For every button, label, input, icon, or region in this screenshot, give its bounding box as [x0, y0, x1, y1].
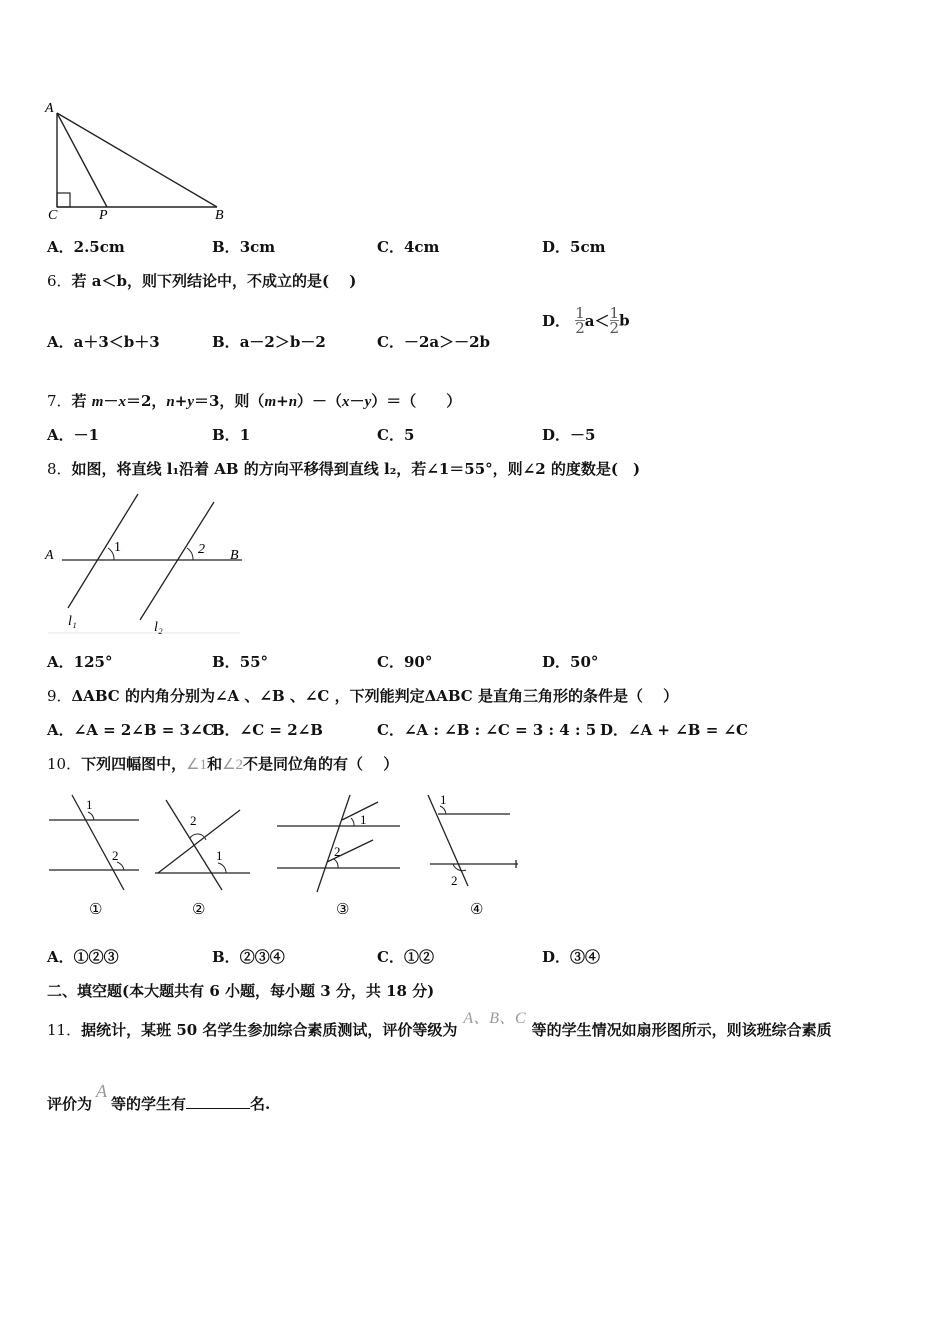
- option-text: a＋3＜b＋3: [73, 333, 160, 351]
- option-letter: B．: [212, 948, 240, 966]
- q10-figure-2: [150, 790, 260, 920]
- text: －: [349, 392, 365, 410]
- line-l2-label: l₂: [154, 620, 163, 635]
- line-l1-label: l₁: [68, 614, 77, 629]
- option-text: ②③④: [239, 948, 285, 966]
- fraction-half: [610, 306, 620, 335]
- option-letter: B．: [212, 653, 240, 671]
- text: ）＝（ ）: [371, 392, 462, 410]
- q7-option-a[interactable]: [47, 424, 99, 445]
- fraction-numerator: 1: [609, 304, 620, 322]
- question-text: 评价为: [47, 1095, 93, 1113]
- q7-stem: [47, 390, 461, 411]
- angle-1: ∠1: [186, 757, 208, 773]
- angle-2-label: 2: [190, 813, 197, 828]
- section-2-heading: 二、填空题(本大题共有 6 小题，每小题 3 分，共 18 分): [47, 982, 435, 1000]
- q5-option-d[interactable]: [542, 236, 605, 257]
- q10-figure-1: [44, 790, 144, 920]
- label-b: B: [215, 208, 224, 223]
- option-letter: A．: [47, 948, 74, 966]
- q9-option-d[interactable]: [600, 719, 748, 740]
- option-text: 5: [403, 426, 415, 444]
- grade-a: A: [96, 1081, 108, 1101]
- option-text: 50°: [570, 653, 599, 671]
- label-a: A: [45, 101, 54, 116]
- option-letter: D．: [542, 426, 571, 444]
- q9-option-b[interactable]: [212, 719, 323, 740]
- option-text: 5cm: [570, 238, 606, 256]
- option-text: B．∠C = 2∠B: [212, 721, 323, 739]
- q5-option-c[interactable]: [377, 236, 439, 257]
- option-letter: A．: [47, 333, 74, 351]
- var-m: m: [91, 394, 104, 410]
- q8-stem: [47, 458, 640, 479]
- angle-2-label: 2: [112, 848, 119, 863]
- question-text: ΔABC 的内角分别为∠A 、∠B 、∠C ，下列能判定ΔABC 是直角三角形的条件是（ ）: [71, 687, 679, 705]
- text: ＝3，则（: [194, 392, 265, 410]
- option-letter: A．: [47, 426, 74, 444]
- option-letter: C．: [377, 948, 404, 966]
- q10-stem: [47, 753, 398, 774]
- option-letter: D．: [542, 238, 571, 256]
- option-text: ③④: [570, 948, 601, 966]
- option-letter: D．: [542, 948, 571, 966]
- q11-stem-line2: [47, 1081, 271, 1114]
- q6-option-a[interactable]: [47, 331, 160, 352]
- option-text: －2a＞－2b: [403, 333, 491, 351]
- option-text: a＜: [584, 312, 610, 330]
- q6-stem: [47, 270, 356, 291]
- q5-option-a[interactable]: [47, 236, 125, 257]
- option-text: ①②: [403, 948, 434, 966]
- var-x: x: [118, 394, 126, 410]
- option-text: C．∠A : ∠B : ∠C = 3 : 4 : 5: [377, 721, 597, 739]
- option-text: 4cm: [403, 238, 440, 256]
- question-text: 若 a＜b，则下列结论中，不成立的是( ): [71, 272, 357, 290]
- q6-option-c[interactable]: [377, 331, 490, 352]
- q9-option-a[interactable]: [47, 719, 215, 740]
- option-text: 55°: [239, 653, 269, 671]
- q10-option-d[interactable]: [542, 946, 600, 967]
- angle-1-label: 1: [114, 540, 121, 555]
- option-letter: D．: [542, 653, 571, 671]
- question-text: 和: [207, 755, 223, 773]
- label-a: A: [45, 548, 54, 563]
- text: ）－（: [297, 392, 343, 410]
- figure-caption: ④: [470, 902, 484, 918]
- text: 若: [71, 392, 92, 410]
- option-letter: C．: [377, 653, 404, 671]
- option-letter: D．: [542, 312, 571, 330]
- question-number: 6．: [47, 272, 72, 290]
- option-text: 3cm: [239, 238, 276, 256]
- question-number: 7．: [47, 392, 72, 410]
- option-letter: C．: [377, 426, 404, 444]
- angle-2: ∠2: [222, 757, 244, 773]
- option-letter: A．: [47, 653, 74, 671]
- figure-caption: ①: [89, 902, 103, 918]
- fraction-half: [575, 306, 585, 335]
- text: －: [103, 392, 119, 410]
- option-text: －1: [73, 426, 100, 444]
- angle-2-label: 2: [334, 844, 341, 859]
- question-number: 9．: [47, 687, 72, 705]
- grades-abc: A、B、C: [463, 1010, 526, 1027]
- question-text: 等的学生有: [111, 1095, 187, 1113]
- q10-figure-3: [272, 790, 407, 920]
- q8-option-d[interactable]: [542, 651, 598, 672]
- question-text: 等的学生情况如扇形图所示，则该班综合素质: [531, 1021, 832, 1039]
- option-letter: B．: [212, 426, 240, 444]
- q5-option-b[interactable]: [212, 236, 275, 257]
- option-text: ①②③: [73, 948, 119, 966]
- option-letter: B．: [212, 238, 240, 256]
- var-n: n: [288, 394, 298, 410]
- q10-option-c[interactable]: [377, 946, 434, 967]
- fraction-numerator: 1: [575, 304, 585, 322]
- option-text: －5: [570, 426, 596, 444]
- question-text: 下列四幅图中，: [81, 755, 187, 773]
- var-n: n: [166, 394, 175, 410]
- fraction-denominator: 2: [609, 319, 620, 337]
- q6-option-b[interactable]: [212, 331, 326, 352]
- figure-caption: ②: [192, 902, 206, 918]
- question-number: 11．: [47, 1021, 82, 1039]
- figure-caption: ③: [336, 902, 350, 918]
- q8-option-b[interactable]: [212, 651, 268, 672]
- angle-1-label: 1: [440, 792, 447, 807]
- angle-1-label: 1: [86, 797, 93, 812]
- option-text: 125°: [73, 653, 113, 671]
- angle-1-label: 1: [216, 848, 223, 863]
- q10-figure-4: [418, 790, 528, 920]
- q8-option-a[interactable]: [47, 651, 112, 672]
- angle-2-label: 2: [198, 542, 205, 557]
- option-letter: A．: [47, 238, 74, 256]
- option-text: 90°: [403, 653, 433, 671]
- label-p: P: [99, 208, 108, 223]
- q10-option-a[interactable]: [47, 946, 119, 967]
- text: +: [276, 392, 289, 410]
- q9-option-c[interactable]: [377, 719, 596, 740]
- answer-blank[interactable]: [186, 1094, 250, 1109]
- text: ＝2，: [125, 392, 167, 410]
- q9-stem: [47, 685, 678, 706]
- question-text: 不是同位角的有（ ）: [243, 755, 399, 773]
- option-text: 2.5cm: [73, 238, 125, 256]
- var-m: m: [264, 394, 277, 410]
- option-text: D．∠A + ∠B = ∠C: [600, 721, 748, 739]
- q8-parallel-lines-figure: [40, 488, 260, 638]
- option-letter: C．: [377, 333, 404, 351]
- label-b: B: [230, 548, 239, 563]
- option-letter: C．: [377, 238, 404, 256]
- option-letter: B．: [212, 333, 240, 351]
- text: +: [174, 392, 188, 410]
- q5-triangle-figure: [40, 95, 240, 225]
- q7-option-b[interactable]: [212, 424, 250, 445]
- angle-2-label: 2: [451, 873, 458, 888]
- fraction-denominator: 2: [575, 319, 585, 337]
- q10-option-b[interactable]: [212, 946, 285, 967]
- option-text: 1: [239, 426, 251, 444]
- option-text: b: [619, 311, 630, 330]
- option-text: A．∠A = 2∠B = 3∠C: [47, 721, 215, 739]
- question-text: 名.: [250, 1095, 271, 1113]
- var-x: x: [342, 394, 350, 410]
- q6-option-d[interactable]: [542, 306, 630, 335]
- label-c: C: [48, 208, 58, 223]
- question-text: 据统计，某班 50 名学生参加综合素质测试，评价等级为: [81, 1021, 458, 1039]
- question-text: 如图，将直线 l₁沿着 AB 的方向平移得到直线 l₂，若∠1＝55°，则∠2 的度数是( ): [71, 460, 641, 478]
- q7-option-d[interactable]: [542, 424, 595, 445]
- question-number: 8．: [47, 460, 72, 478]
- var-y: y: [187, 394, 194, 410]
- q8-option-c[interactable]: [377, 651, 432, 672]
- option-text: a－2＞b－2: [239, 333, 326, 351]
- q11-stem-line1: [47, 1010, 832, 1040]
- var-y: y: [364, 394, 372, 410]
- q7-option-c[interactable]: [377, 424, 414, 445]
- question-number: 10．: [47, 755, 82, 773]
- angle-1-label: 1: [360, 812, 367, 827]
